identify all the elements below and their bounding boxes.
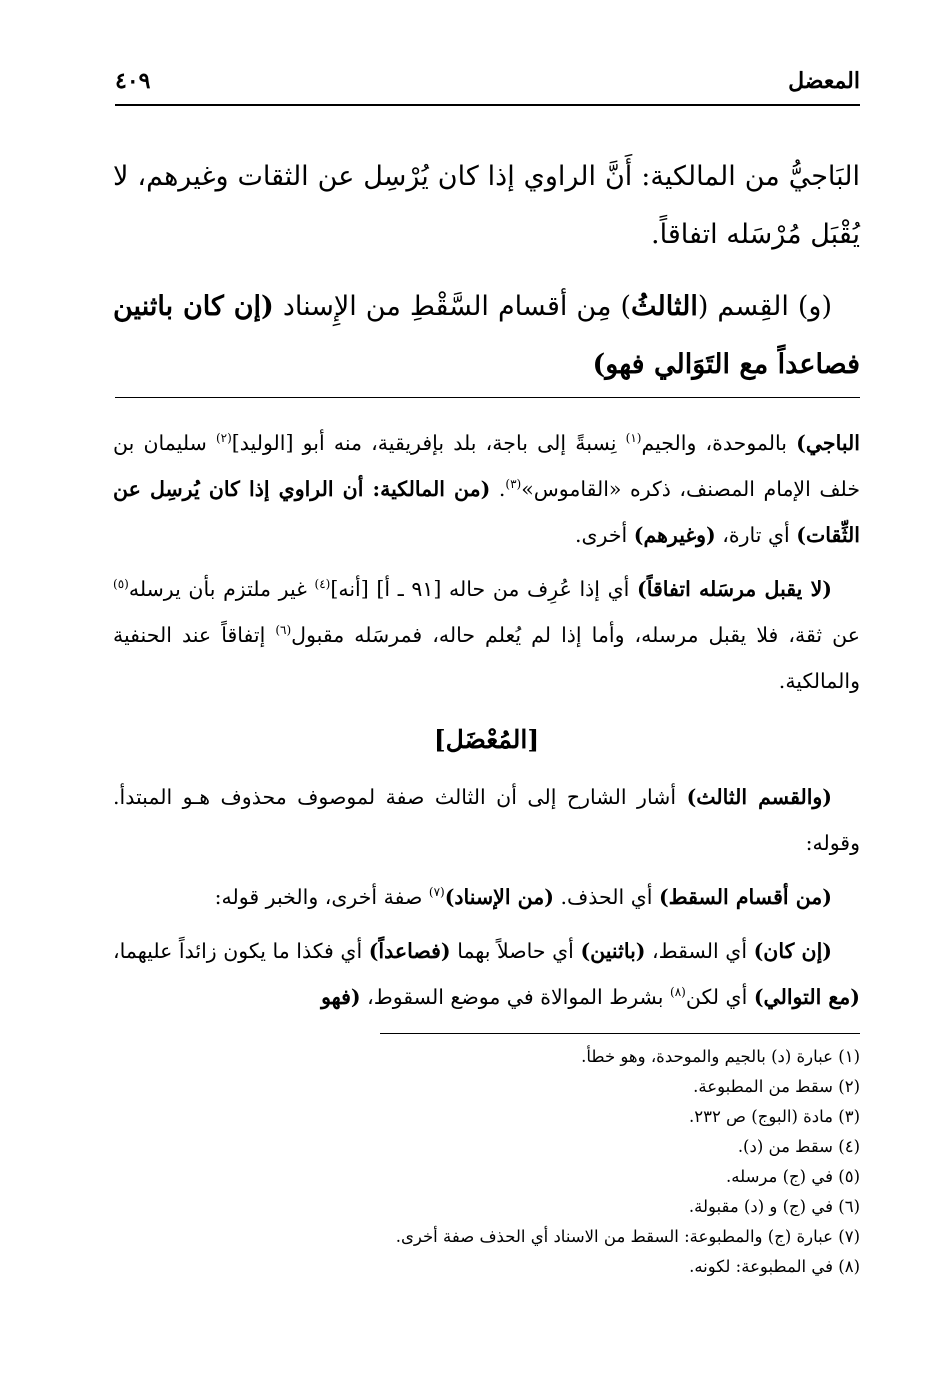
- footnote-ref: (١): [625, 431, 642, 446]
- commentary-paragraph-4: (من أقسام السقط) أي الحذف. (من الإسناد)$^{(٧)}$ صفة أخرى، والخبر قوله:: [214, 885, 832, 909]
- commentary-paragraph-3: (والقسم الثالث) أشار الشارح إلى أن الثالث صفة لموصوف محذوف هـو المبتدأ. وقوله:: [113, 785, 860, 855]
- commentary-paragraph-5: (إن كان) أي السقط، (باثنين) أي حاصلاً بهما (فصاعداً) أي فكذا ما يكون زائداً عليهما، (مع التوالي) أي لكن$^{(٨)}$ بشرط الموالاة في موضع السقوط، (فهو: [113, 939, 860, 1009]
- footnote-4: (٤) سقط من (د).: [737, 1137, 860, 1156]
- footnote-ref: (٨): [670, 985, 686, 1000]
- footnote-1: (١) عبارة (د) بالجيم والموحدة، وهو خطأ.: [581, 1047, 860, 1066]
- footnote-3: (٣) مادة (البوج) ص ٢٣٢.: [688, 1107, 860, 1126]
- commentary-text: [113, 420, 860, 1028]
- footnote-ref: (٢): [215, 431, 232, 446]
- footnote-7: (٧) عبارة (ج) والمطبوعة: السقط من الاسناد أي الحذف صفة أخرى.: [395, 1227, 860, 1246]
- footnote-separator: [380, 1033, 860, 1034]
- chapter-title: المعضل: [788, 68, 860, 94]
- footnote-ref: (٥): [113, 577, 129, 592]
- footnote-8: (٨) في المطبوعة: لكونه.: [689, 1257, 860, 1276]
- header-rule: [115, 104, 860, 106]
- footnote-ref: (٦): [275, 623, 292, 638]
- footnote-6: (٦) في (ج) و (د) مقبولة.: [688, 1197, 860, 1216]
- section-heading: [المُعْضَل]: [433, 725, 540, 754]
- commentary-paragraph-1: الباجي) بالموحدة، والجيم$^{(١)}$ نِسبةً إلى باجة، بلد بإفريقية، منه أبو [الوليد]$^{(٢)}$ سليمان بن خلف الإمام المصنف، ذكره «القاموس»$^{(٣)}$. (من المالكية: أن الراوي إذا كان يُرسِل عن الثِّقات) أي تارة، (وغيرهم) أخرى.: [113, 431, 860, 547]
- matn-separator: [115, 397, 860, 398]
- footnote-5: (٥) في (ج) مرسله.: [726, 1167, 860, 1186]
- footnote-ref: (٣): [505, 477, 522, 492]
- matn-paragraph-1: البَاجيُّ من المالكية: أَنَّ الراوي إذا كان يُرْسِل عن الثقات وغيرهم، لا يُقْبَل مُرْسَله اتفاقاً.: [113, 161, 860, 250]
- commentary-paragraph-2: (لا يقبل مرسَله اتفاقاً) أي إذا عُرِف من حاله [٩١ ـ أ] [أنه]$^{(٤)}$ غير ملتزم بأن يرسله$^{(٥)}$ عن ثقة، فلا يقبل مرسله، وأما إذا لم يُعلم حاله، فمرسَله مقبول$^{(٦)}$ إتفاقاً عند الحنفية والمالكية.: [113, 577, 860, 693]
- footnote-ref: (٤): [314, 577, 331, 592]
- running-header: [115, 68, 860, 102]
- footnote-ref: (٧): [428, 885, 445, 900]
- matn-paragraph-2: (و) القِسم (الثالثُ) مِن أقسام السَّقْطِ من الإِسناد (إن كان باثنين فصاعداً مع التَوَالي فهو): [113, 291, 860, 380]
- page-number: ٤٠٩: [115, 68, 151, 94]
- footnote-2: (٢) سقط من المطبوعة.: [693, 1077, 860, 1096]
- footnotes: [113, 1042, 860, 1282]
- matn-text: [113, 148, 860, 408]
